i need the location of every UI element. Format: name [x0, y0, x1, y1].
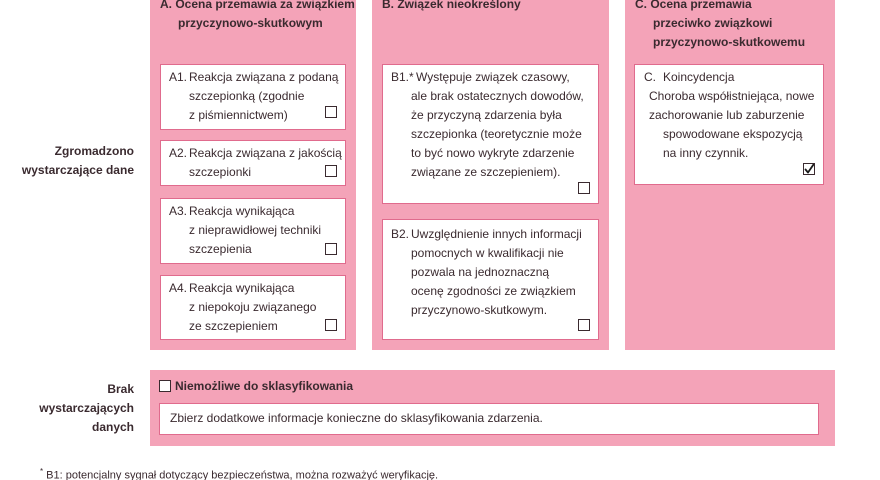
- b1-line1: Występuje związek czasowy,: [416, 70, 570, 84]
- b2-line1: Uwzględnienie innych informacji: [411, 227, 582, 241]
- a3-line1: Reakcja wynikająca: [189, 204, 295, 218]
- row-label-insufficient-line1: Brak: [107, 382, 134, 396]
- column-a-title-line1: A. Ocena przemawia za związkiem: [160, 0, 355, 11]
- column-c-title-line1: C. Ocena przemawia: [635, 0, 752, 11]
- unclassifiable-checkbox[interactable]: [159, 380, 171, 392]
- column-c-title-line3: przyczynowo-skutkowemu: [653, 35, 806, 49]
- a2-checkbox[interactable]: [325, 165, 337, 177]
- column-c-title-line2: przeciwko związkowi: [653, 16, 773, 30]
- b1-line5: to być nowo wykryte zdarzenie: [411, 146, 575, 160]
- a3-code: A3.: [169, 204, 188, 218]
- b1-checkbox[interactable]: [578, 182, 590, 194]
- row-label-insufficient-line3: danych: [91, 420, 134, 434]
- b1-line4: szczepionka (teoretycznie może: [411, 127, 582, 141]
- row-label-sufficient-line1: Zgromadzono: [54, 144, 134, 158]
- b2-line5: przyczynowo-skutkowym.: [411, 303, 548, 317]
- a1-line2: szczepionką (zgodnie: [189, 89, 305, 103]
- unclassifiable-label: Niemożliwe do sklasyfikowania: [175, 379, 354, 393]
- a2-code: A2.: [169, 146, 188, 160]
- c-line5: na inny czynnik.: [663, 146, 749, 160]
- b2-code: B2.: [391, 227, 410, 241]
- c-code: C.: [644, 70, 656, 84]
- c-checkbox-checked[interactable]: [803, 163, 815, 175]
- b2-line2: pomocnych w kwalifikacji nie: [411, 246, 564, 260]
- unclassifiable-note: Zbierz dodatkowe informacje konieczne do sklasyfikowania zdarzenia.: [170, 411, 543, 425]
- a3-checkbox[interactable]: [325, 243, 337, 255]
- a3-line2: z nieprawidłowej techniki: [189, 223, 322, 237]
- b2-line4: ocenę zgodności ze związkiem: [411, 284, 576, 298]
- c-line3: zachorowanie lub zaburzenie: [649, 108, 805, 122]
- a2-line2: szczepionki: [189, 165, 252, 179]
- b1-line2: ale brak ostatecznych dowodów,: [411, 89, 584, 103]
- column-b-title: B. Związek nieokreślony: [382, 0, 521, 11]
- c-line4: spowodowane ekspozycją: [663, 127, 803, 141]
- a4-line1: Reakcja wynikająca: [189, 281, 295, 295]
- b1-line6: związane ze szczepieniem).: [411, 165, 561, 179]
- checkmark-icon: [804, 164, 814, 174]
- b2-checkbox[interactable]: [578, 319, 590, 331]
- a1-checkbox[interactable]: [325, 106, 337, 118]
- a1-code: A1.: [169, 70, 188, 84]
- footnote-text: B1: potencjalny sygnał dotyczący bezpieczeństwa, można rozważyć weryfikację.: [43, 469, 439, 480]
- b2-line3: pozwala na jednoznaczną: [411, 265, 550, 279]
- a1-line3: z piśmiennictwem): [189, 108, 288, 122]
- c-line1: Koincydencja: [663, 70, 735, 84]
- a4-code: A4.: [169, 281, 188, 295]
- footnote-mark: *: [40, 467, 44, 476]
- b1-code: B1.*: [391, 70, 414, 84]
- column-a-title-line2: przyczynowo-skutkowym: [178, 16, 323, 30]
- b1-line3: że przyczyną zdarzenia była: [411, 108, 562, 122]
- a1-line1: Reakcja związana z podaną: [189, 70, 339, 84]
- a4-line2: z niepokoju związanego: [189, 300, 317, 314]
- footnote: [40, 467, 438, 480]
- a4-line3: ze szczepieniem: [189, 319, 278, 333]
- c-line2: Choroba współistniejąca, nowe: [649, 89, 815, 103]
- a4-checkbox[interactable]: [325, 319, 337, 331]
- a2-line1: Reakcja związana z jakością: [189, 146, 342, 160]
- row-label-sufficient-line2: wystarczające dane: [21, 163, 134, 177]
- row-label-insufficient-line2: wystarczających: [39, 401, 134, 415]
- a3-line3: szczepienia: [189, 242, 252, 256]
